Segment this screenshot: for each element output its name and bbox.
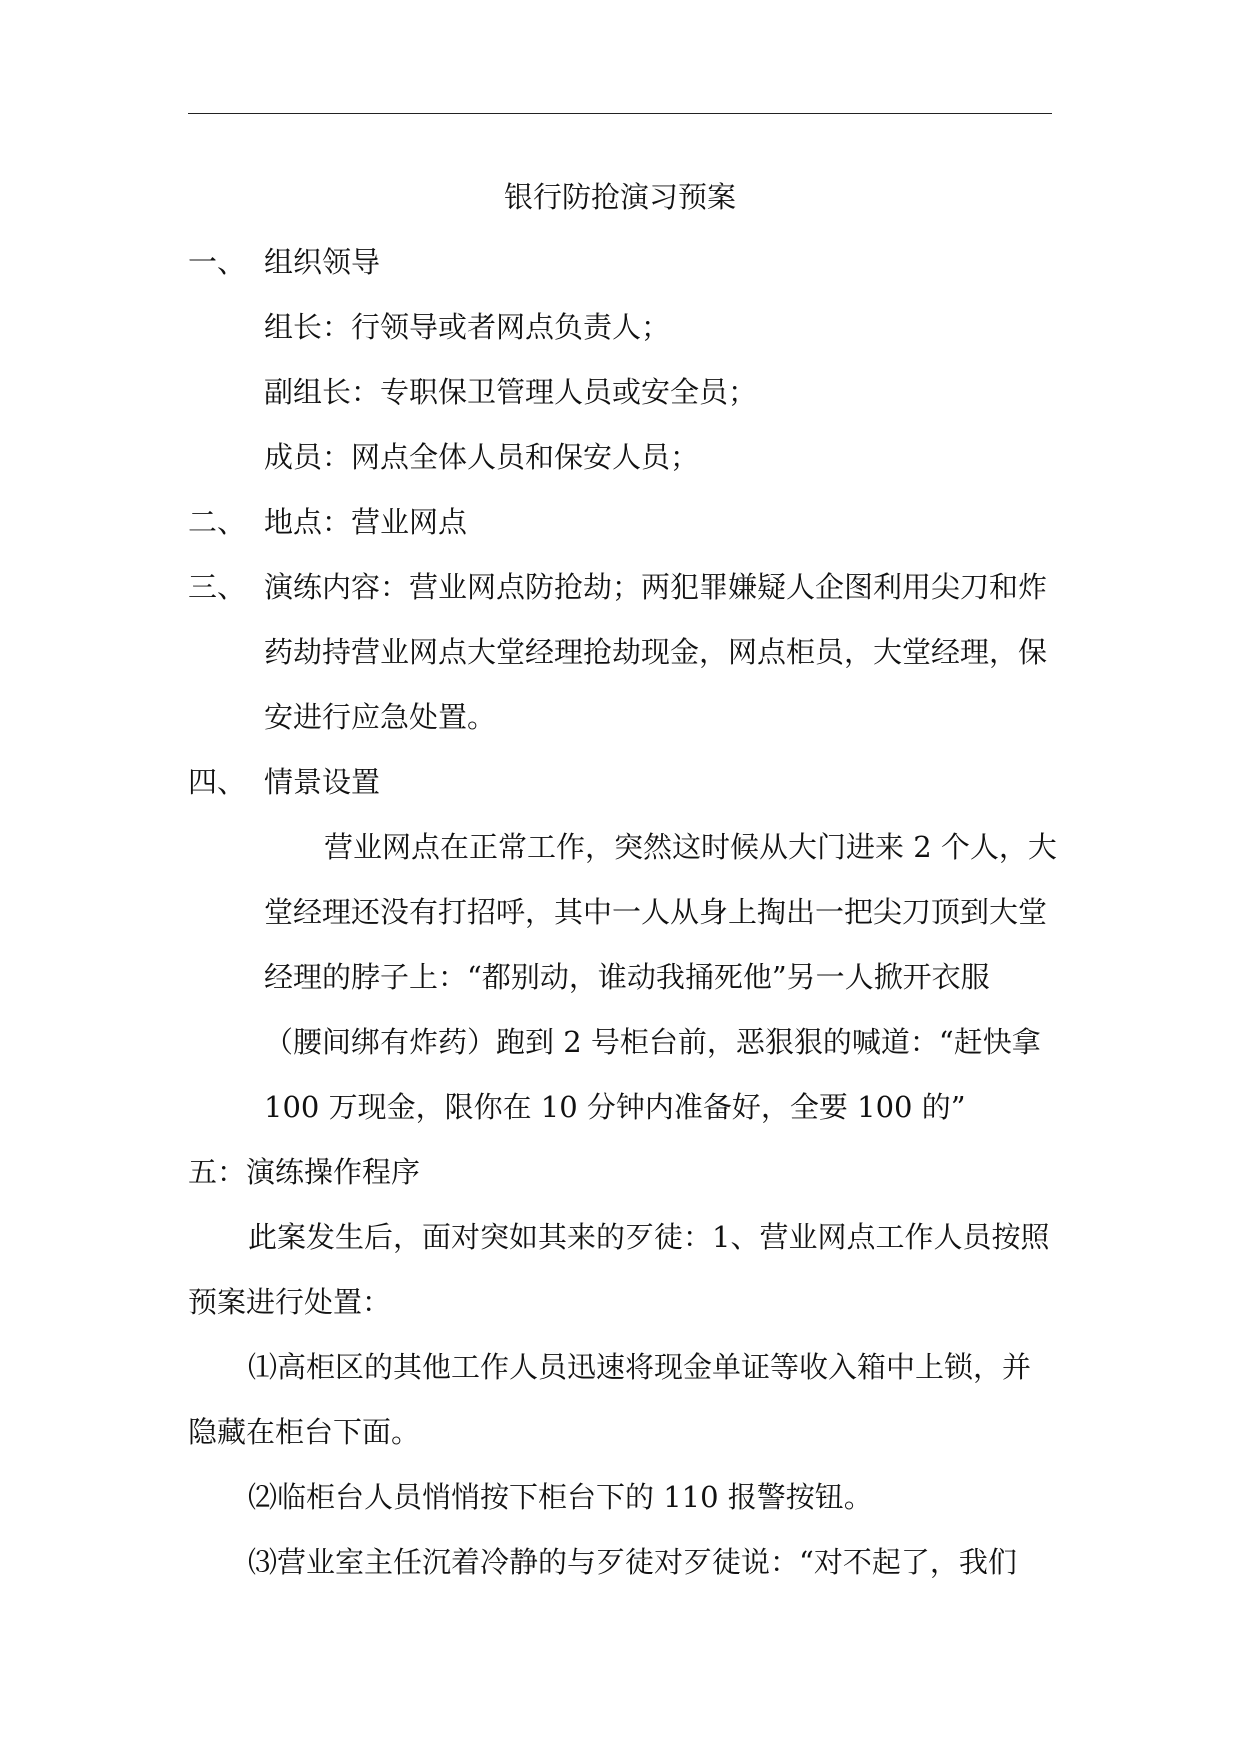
- section-3-text: 演练内容：营业网点防抢劫；两犯罪嫌疑人企图利用尖刀和炸: [264, 570, 1048, 604]
- section-5-paragraph-line: 此案发生后，面对突如其来的歹徒：1、营业网点工作人员按照: [248, 1220, 1050, 1254]
- section-5-paragraph-line: 预案进行处置：: [188, 1285, 392, 1319]
- section-3-line: 安进行应急处置。: [264, 700, 497, 734]
- section-4-paragraph-line: 堂经理还没有打招呼，其中一人从身上掏出一把尖刀顶到大堂: [264, 895, 1048, 929]
- section-4-paragraph-line: 营业网点在正常工作，突然这时候从大门进来 2 个人，大: [324, 830, 1057, 864]
- section-1-number: 一、: [188, 245, 247, 279]
- section-5-paragraph-line: ⑵临柜台人员悄悄按下柜台下的 110 报警按钮。: [248, 1480, 873, 1514]
- section-1-line: 组长：行领导或者网点负责人；: [264, 310, 671, 344]
- section-1-line: 副组长：专职保卫管理人员或安全员；: [264, 375, 758, 409]
- section-4-heading: 情景设置: [264, 765, 381, 799]
- section-4-number: 四、: [188, 765, 247, 799]
- section-5-paragraph-line: ⑶营业室主任沉着冷静的与歹徒对歹徒说：“对不起了，我们: [248, 1545, 1017, 1579]
- document-title: 银行防抢演习预案: [503, 180, 736, 214]
- section-1-heading: 组织领导: [264, 245, 381, 279]
- section-5-paragraph-line: 隐藏在柜台下面。: [188, 1415, 421, 1449]
- section-5-heading: 五：演练操作程序: [188, 1155, 421, 1189]
- section-3-line: 药劫持营业网点大堂经理抢劫现金，网点柜员，大堂经理，保: [264, 635, 1048, 669]
- section-4-paragraph-line: （腰间绑有炸药）跑到 2 号柜台前，恶狠狠的喊道：“赶快拿: [264, 1025, 1041, 1059]
- section-1-line: 成员：网点全体人员和保安人员；: [264, 440, 700, 474]
- header-rule: [188, 113, 1052, 114]
- section-2-number: 二、: [188, 505, 247, 539]
- section-4-paragraph-line: 经理的脖子上：“都别动，谁动我捅死他”另一人掀开衣服: [264, 960, 990, 994]
- section-3-number: 三、: [188, 570, 247, 604]
- section-4-paragraph-line: 100 万现金，限你在 10 分钟内准备好，全要 100 的”: [264, 1090, 966, 1124]
- section-5-paragraph-line: ⑴高柜区的其他工作人员迅速将现金单证等收入箱中上锁，并: [248, 1350, 1032, 1384]
- section-2-text: 地点：营业网点: [264, 505, 468, 539]
